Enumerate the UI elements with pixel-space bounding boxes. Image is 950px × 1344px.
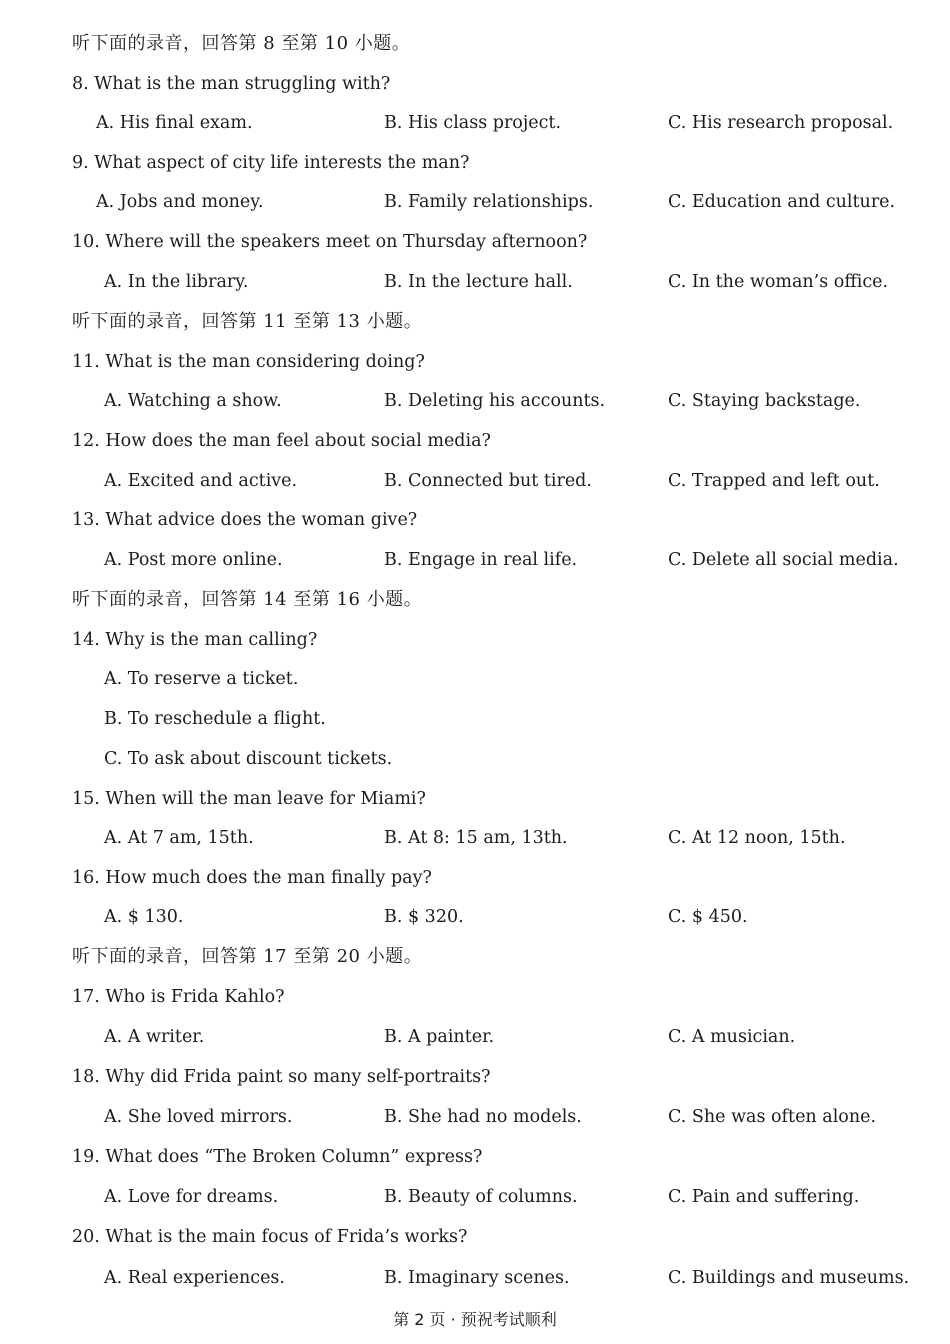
option-c: C. Buildings and museums. <box>668 1268 910 1288</box>
option-b: B. A painter. <box>384 1027 495 1047</box>
section-heading: 听下面的录音，回答第 14 至第 16 小题。 <box>72 589 423 610</box>
option-c: C. A musician. <box>668 1027 796 1047</box>
option-a: A. His final exam. <box>96 113 253 133</box>
option-a: A. Watching a show. <box>104 391 282 411</box>
question-18: 18. Why did Frida paint so many self-portraits? <box>72 1067 491 1087</box>
option-b: B. Deleting his accounts. <box>384 391 606 411</box>
option-a: A. Jobs and money. <box>96 192 264 212</box>
question-19: 19. What does “The Broken Column” express? <box>72 1147 483 1167</box>
options-row <box>0 1017 950 1057</box>
options-row <box>0 897 950 937</box>
question-20: 20. What is the main focus of Frida’s works? <box>72 1227 468 1247</box>
question-15: 15. When will the man leave for Miami? <box>72 789 426 809</box>
options-row <box>0 381 950 421</box>
option-a: A. Excited and active. <box>104 471 298 491</box>
options-row <box>0 699 950 739</box>
option-a: A. $ 130. <box>104 907 184 927</box>
option-a: A. In the library. <box>104 272 249 292</box>
option-b: B. At 8: 15 am, 13th. <box>384 828 568 848</box>
page-footer: 第 2 页 · 预祝考试顺利 <box>393 1310 557 1329</box>
option-a: A. Real experiences. <box>104 1268 285 1288</box>
option-c: C. $ 450. <box>668 907 748 927</box>
section-heading: 听下面的录音，回答第 8 至第 10 小题。 <box>72 33 411 54</box>
section-heading: 听下面的录音，回答第 17 至第 20 小题。 <box>72 946 423 967</box>
options-row <box>0 182 950 222</box>
option-c: C. At 12 noon, 15th. <box>668 828 846 848</box>
option-c: C. His research proposal. <box>668 113 894 133</box>
option-b: B. In the lecture hall. <box>384 272 573 292</box>
option-b: B. Beauty of columns. <box>384 1187 578 1207</box>
option-c: C. Pain and suffering. <box>668 1187 860 1207</box>
option-b: B. Engage in real life. <box>384 550 578 570</box>
option-b: B. Connected but tired. <box>384 471 592 491</box>
option-b: B. To reschedule a flight. <box>104 709 326 729</box>
options-row <box>0 1258 950 1298</box>
options-row <box>0 739 950 779</box>
option-a: A. She loved mirrors. <box>104 1107 293 1127</box>
option-c: C. To ask about discount tickets. <box>104 749 393 769</box>
option-c: C. In the woman’s office. <box>668 272 889 292</box>
question-13: 13. What advice does the woman give? <box>72 510 418 530</box>
options-row <box>0 1097 950 1137</box>
question-10: 10. Where will the speakers meet on Thursday afternoon? <box>72 232 588 252</box>
question-11: 11. What is the man considering doing? <box>72 352 425 372</box>
option-a: A. Love for dreams. <box>104 1187 279 1207</box>
option-b: B. His class project. <box>384 113 562 133</box>
option-b: B. Imaginary scenes. <box>384 1268 570 1288</box>
option-c: C. She was often alone. <box>668 1107 877 1127</box>
question-17: 17. Who is Frida Kahlo? <box>72 987 285 1007</box>
options-row <box>0 659 950 699</box>
options-row <box>0 818 950 858</box>
question-9: 9. What aspect of city life interests the man? <box>72 153 470 173</box>
options-row <box>0 461 950 501</box>
option-b: B. She had no models. <box>384 1107 582 1127</box>
options-row <box>0 1177 950 1217</box>
options-row <box>0 540 950 580</box>
options-row <box>0 262 950 302</box>
question-8: 8. What is the man struggling with? <box>72 74 391 94</box>
option-a: A. At 7 am, 15th. <box>104 828 254 848</box>
option-a: A. Post more online. <box>104 550 283 570</box>
option-c: C. Education and culture. <box>668 192 896 212</box>
option-b: B. Family relationships. <box>384 192 594 212</box>
question-12: 12. How does the man feel about social media? <box>72 431 491 451</box>
option-c: C. Delete all social media. <box>668 550 899 570</box>
section-heading: 听下面的录音，回答第 11 至第 13 小题。 <box>72 311 423 332</box>
options-row <box>0 103 950 143</box>
option-c: C. Trapped and left out. <box>668 471 880 491</box>
option-a: A. To reserve a ticket. <box>104 669 299 689</box>
option-b: B. $ 320. <box>384 907 464 927</box>
option-a: A. A writer. <box>104 1027 205 1047</box>
question-16: 16. How much does the man finally pay? <box>72 868 432 888</box>
question-14: 14. Why is the man calling? <box>72 630 318 650</box>
option-c: C. Staying backstage. <box>668 391 861 411</box>
